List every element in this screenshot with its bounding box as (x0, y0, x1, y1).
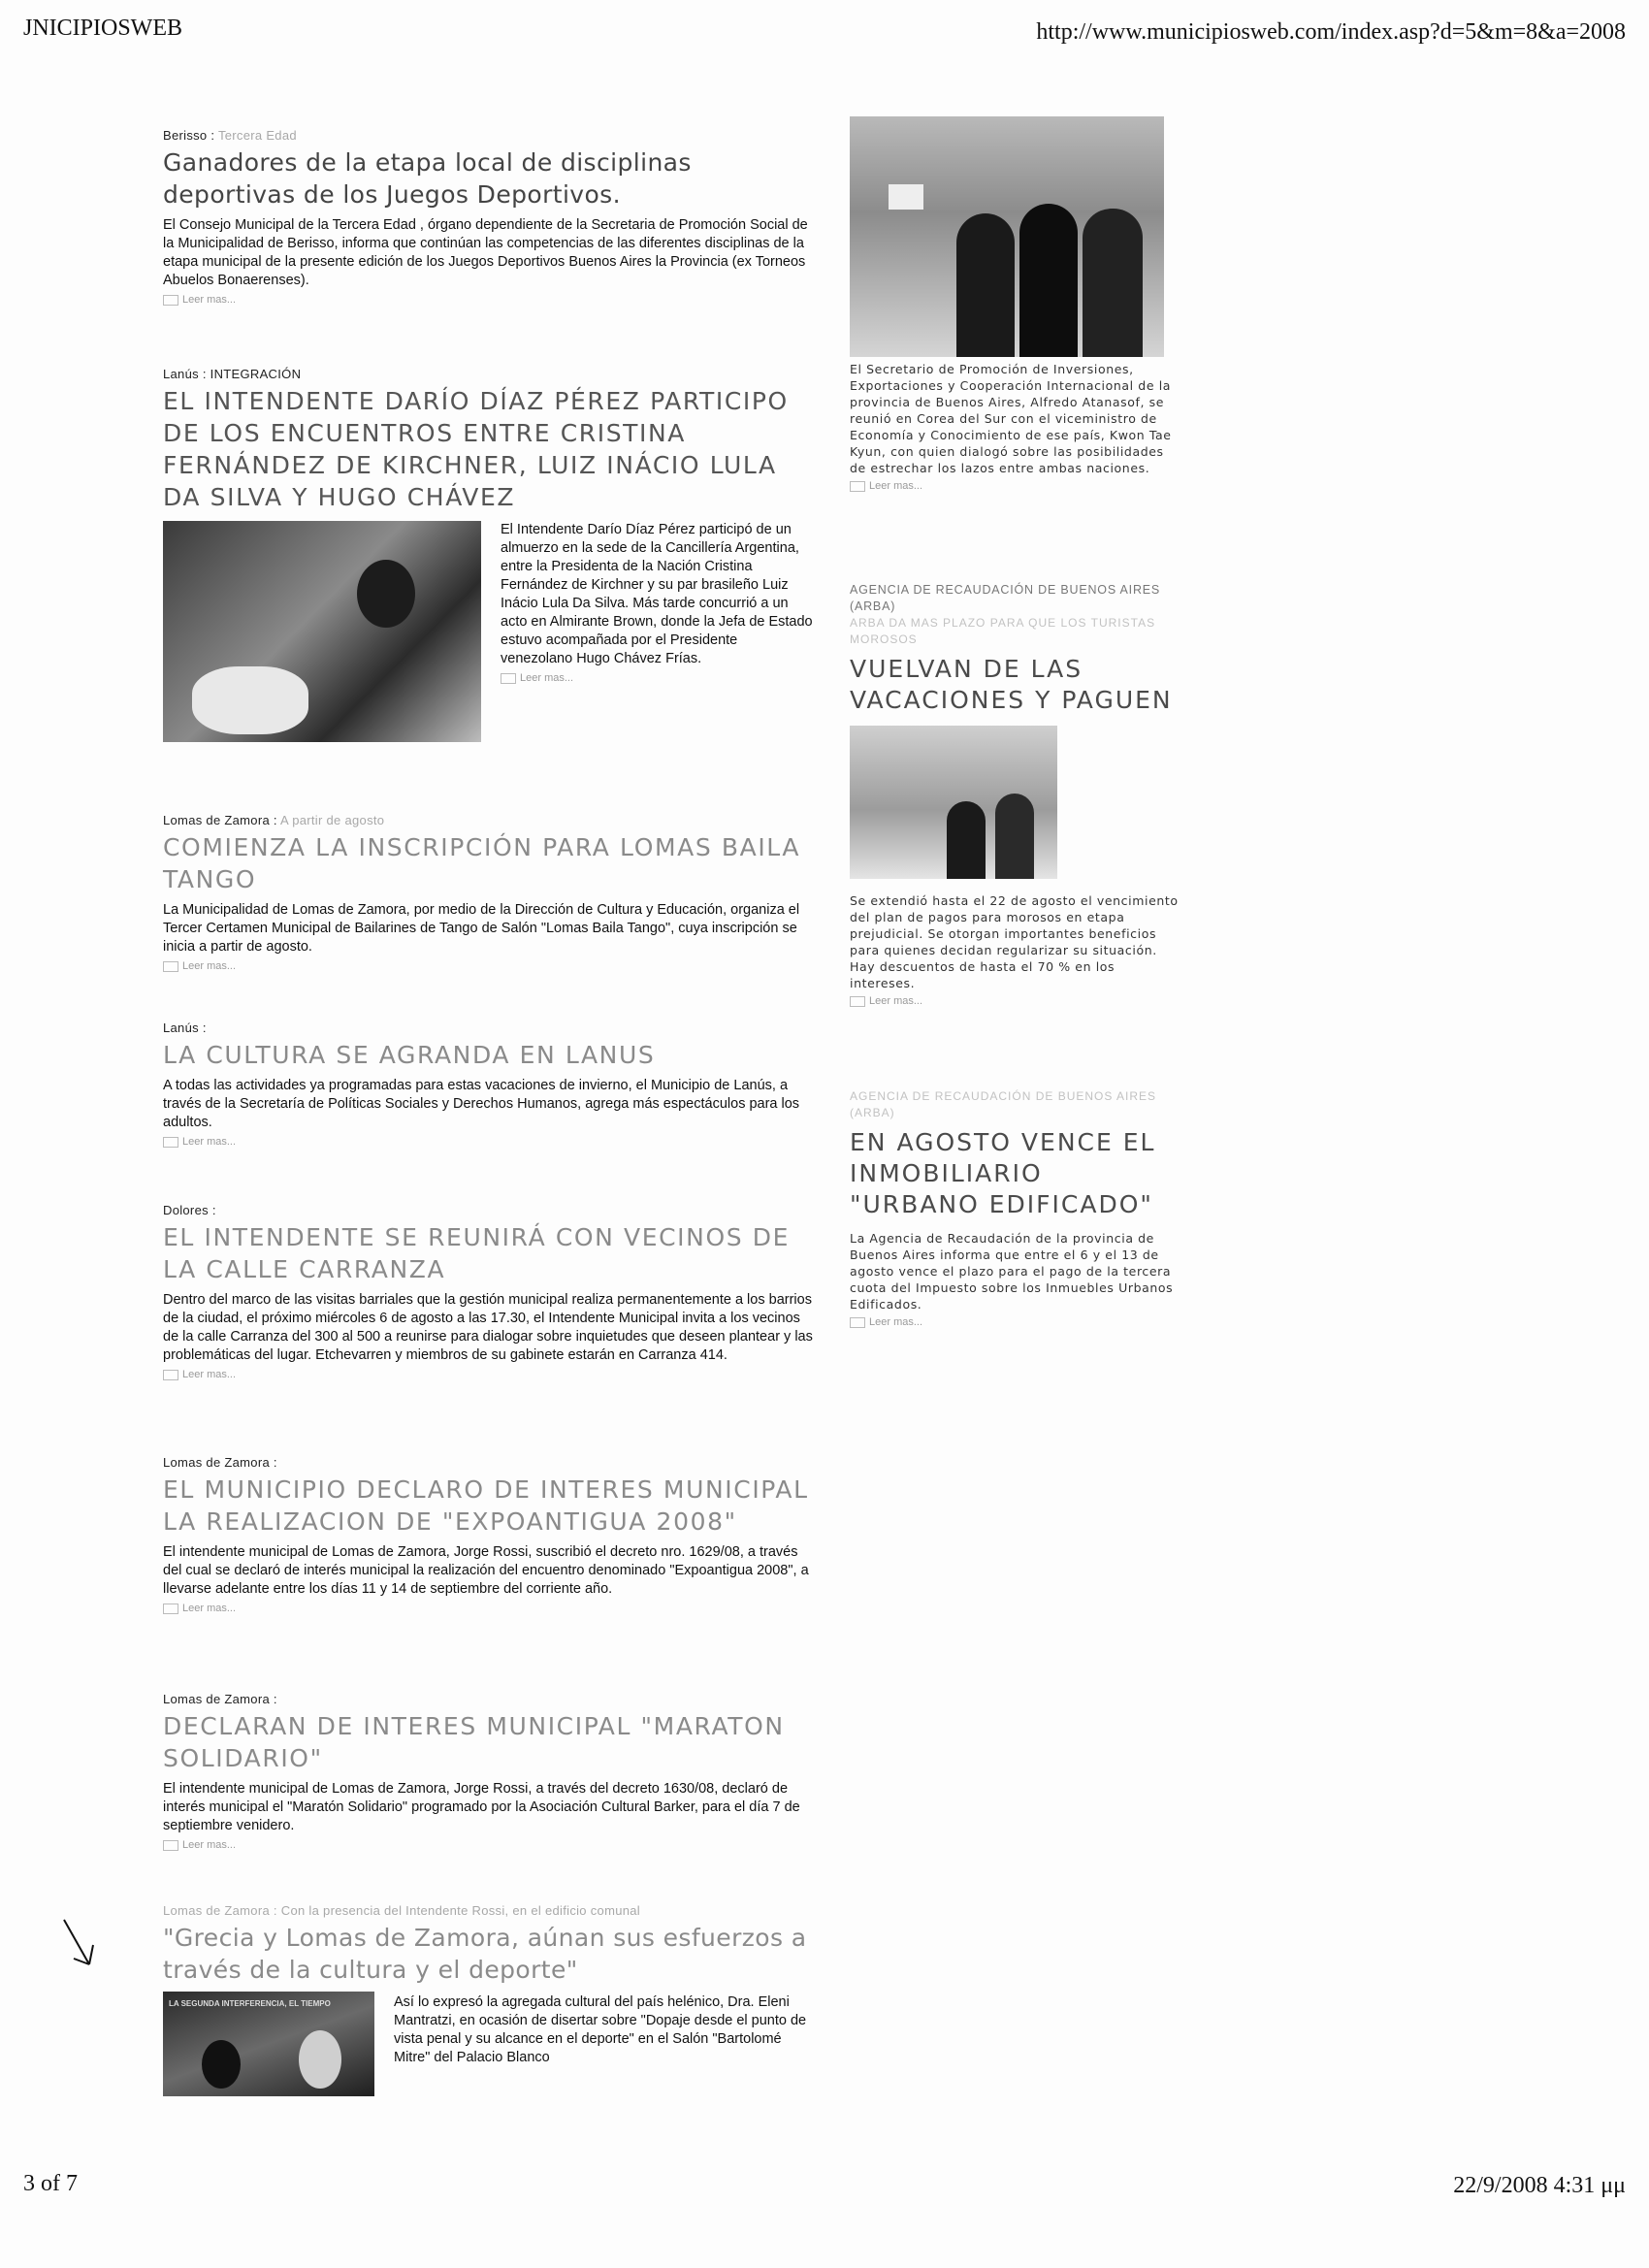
article-category: Lanús : INTEGRACIÓN (163, 367, 302, 381)
article-title[interactable]: EL INTENDENTE SE REUNIRÁ CON VECINOS DE LA CALLE CARRANZA (163, 1223, 790, 1283)
article-maraton (163, 1692, 813, 1851)
article-body: A todas las actividades ya programadas para estas vacaciones de invierno, el Municipio de Lanús, a través de la Secretaría de Políticas Sociales y Derechos Humanos, agrega más espectáculos para los adultos. (163, 1078, 800, 1130)
read-more-link[interactable]: Leer mas... (163, 1603, 813, 1614)
article-title[interactable]: DECLARAN DE INTERES MUNICIPAL "MARATON SOLIDARIO" (163, 1712, 785, 1772)
article-title[interactable]: "Grecia y Lomas de Zamora, aúnan sus esfuerzos a través de la cultura y el deporte" (163, 1924, 807, 1984)
handwritten-arrow-icon (60, 1916, 99, 1974)
arrow-icon (850, 1317, 865, 1328)
article-body: Dentro del marco de las visitas barriales que la gestión municipal realiza permanentemente a los barrios de la ciudad, el próximo miércoles 6 de agosto a las 17.30, el Intendente Municipal invita a los vecinos de la calle Carranza del 300 al 500 a reunirse para dialogar sobre inquietudes que deseen plantear y las problemáticas del lugar. Etchevarren y miembros de su gabinete estarán en Carranza 414. (163, 1292, 813, 1363)
article-body: El Intendente Darío Díaz Pérez participó de un almuerzo en la sede de la Cancillería Argentina, entre la Presidenta de la Nación Cristina Fernández de Kirchner y su par brasileño Luiz Inácio Lula Da Silva. Más tarde concurrió a un acto en Almirante Brown, donde la Jefa de Estado estuvo acompañada por el Presidente venezolano Hugo Chávez Frías. (501, 522, 813, 666)
photo-logo (889, 184, 923, 210)
article-category: Dolores : (163, 1203, 216, 1217)
article-title[interactable]: EL MUNICIPIO DECLARO DE INTERES MUNICIPAL LA REALIZACION DE "EXPOANTIGUA 2008" (163, 1475, 809, 1536)
read-more-link[interactable]: Leer mas... (163, 294, 813, 306)
page-url[interactable]: http://www.municipiosweb.com/index.asp?d=5&m=8&a=2008 (1036, 19, 1626, 45)
site-name: JNICIPIOSWEB (23, 16, 183, 41)
arrow-icon (163, 295, 178, 306)
article-body: La Agencia de Recaudación de la provincia de Buenos Aires informa que entre el 6 y el 13 de agosto vence el plazo para el pago de la tercera cuota del Impuesto sobre los Inmuebles Urbanos Edificados. (850, 1231, 1174, 1312)
article-title[interactable]: EN AGOSTO VENCE EL INMOBILIARIO "URBANO EDIFICADO" (850, 1128, 1156, 1218)
photo-person (947, 801, 986, 879)
photo-person (1019, 204, 1078, 357)
article-title[interactable]: Ganadores de la etapa local de disciplinas deportivas de los Juegos Deportivos. (163, 148, 692, 209)
read-more-link[interactable]: Leer mas... (163, 1136, 813, 1148)
article-dolores (163, 1203, 813, 1380)
photo-arba-office (850, 726, 1057, 879)
article-body: Así lo expresó la agregada cultural del país helénico, Dra. Eleni Mantratzi, en ocasión de disertar sobre "Dopaje desde el punto de vista penal y su alcance en el deporte" en el Salón "Bartolomé Mitre" del Palacio Blanco (394, 1994, 807, 2065)
photo-banner-text: LA SEGUNDA INTERFERENCIA, EL TIEMPO (169, 1999, 331, 2008)
article-lomas-tango (163, 813, 813, 972)
photo-flowers (192, 666, 308, 734)
article-category: Lanús : (163, 1021, 207, 1035)
article-title[interactable]: EL INTENDENTE DARÍO DÍAZ PÉREZ PARTICIPO DE LOS ENCUENTROS ENTRE CRISTINA FERNÁNDEZ DE KIRCHNER, LUIZ INÁCIO LULA DA SILVA Y HUGO CHÁVEZ (163, 387, 789, 511)
read-more-link[interactable]: Leer mas... (163, 960, 813, 972)
article-lanus-cultura (163, 1021, 813, 1148)
article-category: Lomas de Zamora : A partir de agosto (163, 813, 385, 827)
article-category: Lomas de Zamora : Con la presencia del Intendente Rossi, en el edificio comunal (163, 1903, 640, 1918)
arrow-icon (501, 673, 516, 684)
photo-person (956, 213, 1015, 357)
read-more-link[interactable]: Leer mas... (163, 1369, 813, 1380)
photo-conference (163, 1992, 374, 2096)
print-timestamp: 22/9/2008 4:31 μμ (1453, 2173, 1626, 2198)
arrow-icon (163, 1840, 178, 1851)
article-body: La Municipalidad de Lomas de Zamora, por medio de la Dirección de Cultura y Educación, organiza el Tercer Certamen Municipal de Bailarines de Tango de Salón "Lomas Baila Tango", cuya inscripción se inicia a partir de agosto. (163, 902, 800, 955)
article-category: AGENCIA DE RECAUDACIÓN DE BUENOS AIRES (ARBA) (850, 583, 1161, 613)
article-body: El Secretario de Promoción de Inversiones, Exportaciones y Cooperación Internacional de la provincia de Buenos Aires, Alfredo Atanasof, se reunió en Corea del Sur con el viceministro de Economía y Conocimiento de ese país, Kwon Tae Kyun, con quien dialogó sobre las posibilidades de estrechar los lazos entre ambas naciones. (850, 362, 1172, 475)
article-expoantigua (163, 1455, 813, 1614)
article-korea (850, 361, 1180, 492)
article-category: AGENCIA DE RECAUDACIÓN DE BUENOS AIRES (ARBA) (850, 1089, 1157, 1119)
page-count: 3 of 7 (23, 2171, 78, 2196)
read-more-link[interactable]: Leer mas... (850, 1316, 1180, 1328)
read-more-link[interactable]: Leer mas... (501, 672, 813, 684)
article-lanus-integracion (163, 367, 813, 742)
article-title[interactable]: VUELVAN DE LAS VACACIONES Y PAGUEN (850, 655, 1173, 714)
arrow-icon (163, 961, 178, 972)
article-grecia (163, 1903, 813, 2096)
arrow-icon (163, 1137, 178, 1148)
article-section: ARBA DA MAS PLAZO PARA QUE LOS TURISTAS MOROSOS (850, 616, 1156, 646)
photo-person (202, 2040, 241, 2089)
arrow-icon (850, 481, 865, 492)
arrow-icon (850, 996, 865, 1007)
arrow-icon (163, 1604, 178, 1614)
photo-meeting (163, 521, 481, 742)
article-body: El intendente municipal de Lomas de Zamora, Jorge Rossi, a través del decreto 1630/08, declaró de interés municipal el "Maratón Solidario" programado por la Asociación Cultural Barker, para el día 7 de septiembre venidero. (163, 1781, 800, 1833)
article-category: Lomas de Zamora : (163, 1692, 277, 1706)
photo-person (357, 560, 415, 628)
article-berisso (163, 128, 813, 306)
read-more-link[interactable]: Leer mas... (850, 480, 1180, 492)
photo-person (995, 794, 1034, 879)
article-body: Se extendió hasta el 22 de agosto el vencimiento del plan de pagos para morosos en etapa prejudicial. Se otorgan importantes beneficios para quienes decidan regularizar su situación. Hay descuentos de hasta el 70 % en los intereses. (850, 893, 1179, 990)
article-title[interactable]: COMIENZA LA INSCRIPCIÓN PARA LOMAS BAILA TANGO (163, 833, 801, 893)
article-body: El Consejo Municipal de la Tercera Edad , órgano dependiente de la Secretaria de Promoción Social de la Municipalidad de Berisso, informa que continúan las competencias de las diferentes disciplinas de la etapa municipal de la presente edición de los Juegos Deportivos Buenos Aires la Provincia (ex Torneos Abuelos Bonaerenses). (163, 217, 808, 288)
photo-korea-meeting (850, 116, 1164, 357)
article-title[interactable]: LA CULTURA SE AGRANDA EN LANUS (163, 1041, 656, 1069)
photo-person (299, 2030, 341, 2089)
arrow-icon (163, 1370, 178, 1380)
photo-person (1083, 209, 1143, 357)
read-more-link[interactable]: Leer mas... (850, 995, 1180, 1007)
article-category: Berisso : Tercera Edad (163, 128, 297, 143)
article-arba-inmobiliario (850, 1088, 1180, 1328)
article-arba-vacaciones (850, 582, 1180, 1007)
article-category: Lomas de Zamora : (163, 1455, 277, 1470)
read-more-link[interactable]: Leer mas... (163, 1839, 813, 1851)
article-body: El intendente municipal de Lomas de Zamora, Jorge Rossi, suscribió el decreto nro. 1629/08, a través del cual se declaró de interés municipal la realización del encuentro denominado "Expoantigua 2008", a llevarse adelante entre los días 11 y 14 de septiembre del corriente año. (163, 1544, 809, 1597)
